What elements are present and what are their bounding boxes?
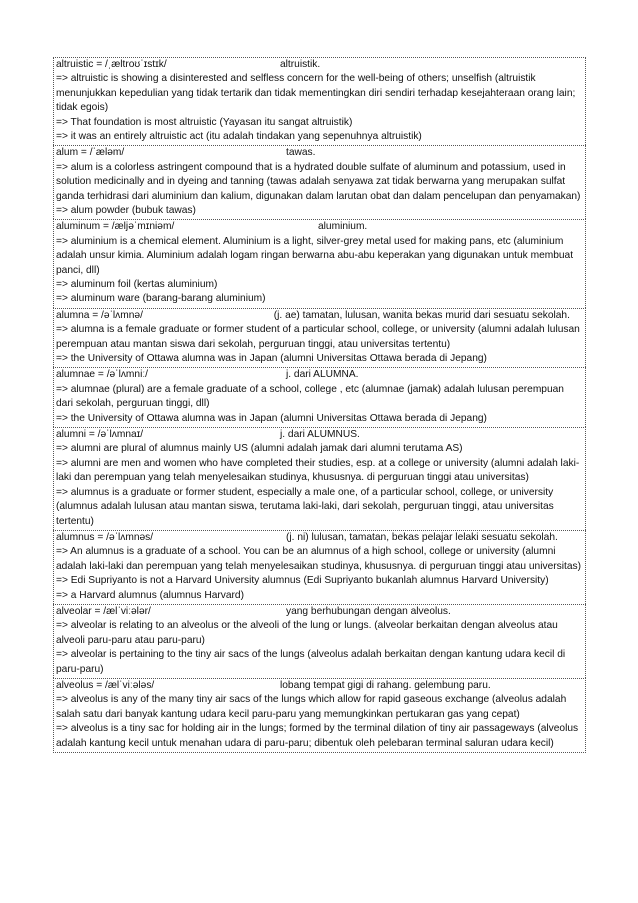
entry-headline <box>56 531 583 545</box>
entry-headline <box>56 58 583 72</box>
example-line: => An alumnus is a graduate of a school. You can be an alumnus of a high school, college or university (alumni adalah laki-laki dan perempuan yang telah menyelesaikan studinya, khususnya. di perguruan tinggi atau universitas) <box>56 546 581 572</box>
example-line: => alum is a colorless astringent compound that is a hydrated double sulfate of aluminum and potassium, used in solution medicinally and in dyeing and tanning (tawas adalah senyawa zat tidak berwarna yang merupakan sulfat ganda terhidrasi dari aluminium dan kalium, digunakan dalam larutan obat dan dalam pencelupan dan penyamakan) <box>56 161 581 202</box>
example-line: => aluminum ware (barang-barang aluminium) <box>56 293 266 305</box>
example-line: => That foundation is most altruistic (Yayasan itu sangat altruistik) <box>56 116 353 128</box>
example-line: => alumni are men and women who have completed their studies, esp. at a college or university (alumni adalah laki-laki dan perempuan yang telah menyelesaikan studinya, khususnya. di perguruan tinggi atau universitas) <box>56 457 580 484</box>
entry-headline <box>56 428 583 442</box>
example-line: => alumnae (plural) are a female graduate of a school, college , etc (alumnae (jamak) adalah lulusan perempuan dari sekolah, perguruan tinggi, dll) <box>56 383 564 410</box>
translation: tawas. <box>286 147 316 159</box>
translation: yang berhubungan dengan alveolus. <box>286 605 451 617</box>
headword-pronunciation: aluminum = /æljəˈmɪniəm/ <box>56 221 175 233</box>
example-line: => alumna is a female graduate or former student of a particular school, college, or university (alumni adalah lulusan perempuan atau mantan siswa dari sekolah, perguruan tinggi, atau universitas tertentu) <box>56 324 580 350</box>
translation: j. dari ALUMNUS. <box>280 429 360 441</box>
entry-headline <box>56 605 583 619</box>
dictionary-page <box>53 57 586 753</box>
headword-pronunciation: alveolus = /ælˈviːələs/ <box>56 679 155 691</box>
headword-pronunciation: alumni = /əˈlʌmnaɪ/ <box>56 429 144 441</box>
dictionary-entry <box>53 427 586 530</box>
entry-headline <box>56 220 583 234</box>
entry-headline <box>56 309 583 323</box>
example-line: => the University of Ottawa alumna was in Japan (alumni Universitas Ottawa berada di Jepang) <box>56 412 487 424</box>
translation: (j. ni) lulusan, tamatan, bekas pelajar lelaki sesuatu sekolah. <box>286 531 558 543</box>
headword-pronunciation: alumna = /əˈlʌmnə/ <box>56 309 143 321</box>
example-line: => alveolus is any of the many tiny air sacs of the lungs which allow for rapid gaseous exchange (alveolus adalah salah satu dari banyak kantung udara kecil paru-paru yang memungkinkan pertukaran gas yang cepat) <box>56 694 567 720</box>
example-line: => aluminium is a chemical element. Aluminium is a light, silver-grey metal used for making pans, etc (aluminium adalah unsur kimia. Aluminium adalah logam ringan berwarna abu-abu keperakan yang digunakan untuk membuat panci, dll) <box>56 235 574 276</box>
example-line: => alumnus is a graduate or former student, especially a male one, of a particular school, college, or university (alumnus adalah lulusan atau mantan siswa, terutama laki-laki, dari sekolah, perguruan tinggi, atau universitas tertentu) <box>56 486 554 527</box>
dictionary-entry <box>53 530 586 604</box>
dictionary-entry <box>53 308 586 368</box>
example-line: => alveolar is pertaining to the tiny air sacs of the lungs (alveolus adalah berkaitan dengan kantung udara kecil di paru-paru) <box>56 649 566 675</box>
dictionary-entry <box>53 145 586 219</box>
dictionary-entry <box>53 57 586 145</box>
entry-headline <box>56 146 583 160</box>
example-line: => a Harvard alumnus (alumnus Harvard) <box>56 589 244 601</box>
example-line: => alum powder (bubuk tawas) <box>56 205 196 217</box>
headword-pronunciation: altruistic = /ˌæltroʊˈɪstɪk/ <box>56 59 167 70</box>
example-line: => alveolar is relating to an alveolus or the alveoli of the lung or lungs. (alveolar berkaitan dengan alveolus atau alveoli paru-paru atau paru-paru) <box>56 620 558 646</box>
dictionary-entry <box>53 219 586 307</box>
headword-pronunciation: alumnae = /əˈlʌmniː/ <box>56 369 149 381</box>
translation: j. dari ALUMNA. <box>286 369 359 381</box>
headword-pronunciation: alumnus = /əˈlʌmnəs/ <box>56 531 154 543</box>
translation: aluminium. <box>318 221 368 233</box>
translation: lobang tempat gigi di rahang. gelembung paru. <box>280 679 491 691</box>
translation: (j. ae) tamatan, lulusan, wanita bekas murid dari sesuatu sekolah. <box>273 309 570 321</box>
example-line: => the University of Ottawa alumna was in Japan (alumni Universitas Ottawa berada di Jepang) <box>56 353 487 365</box>
example-line: => alveolus is a tiny sac for holding air in the lungs; formed by the terminal dilation of tiny air passageways (alveolus adalah kantung kecil untuk menahan udara di paru-paru; dibentuk oleh pelebaran terminal saluran udara kecil) <box>56 723 579 749</box>
dictionary-entry <box>53 367 586 427</box>
example-line: => Edi Supriyanto is not a Harvard University alumnus (Edi Supriyanto bukanlah alumnus Harvard University) <box>56 575 549 587</box>
translation: altruistik. <box>280 59 321 70</box>
entry-headline <box>56 368 583 382</box>
headword-pronunciation: alum = /ˈæləm/ <box>56 147 125 159</box>
example-line: => altruistic is showing a disinterested and selfless concern for the well-being of others; unselfish (altruistik menunjukkan kepedulian yang tidak tertarik dan tidak mementingkan diri sendiri terhadap kesejahteraan orang lain; tidak egois) <box>56 73 576 114</box>
example-line: => it was an entirely altruistic act (itu adalah tindakan yang sepenuhnya altruistik) <box>56 131 422 143</box>
dictionary-entry <box>53 604 586 678</box>
example-line: => alumni are plural of alumnus mainly US (alumni adalah jamak dari alumni terutama AS) <box>56 443 463 455</box>
example-line: => aluminum foil (kertas aluminium) <box>56 279 218 291</box>
dictionary-entry <box>53 678 586 753</box>
headword-pronunciation: alveolar = /ælˈviːələr/ <box>56 605 151 617</box>
entry-headline <box>56 679 583 693</box>
